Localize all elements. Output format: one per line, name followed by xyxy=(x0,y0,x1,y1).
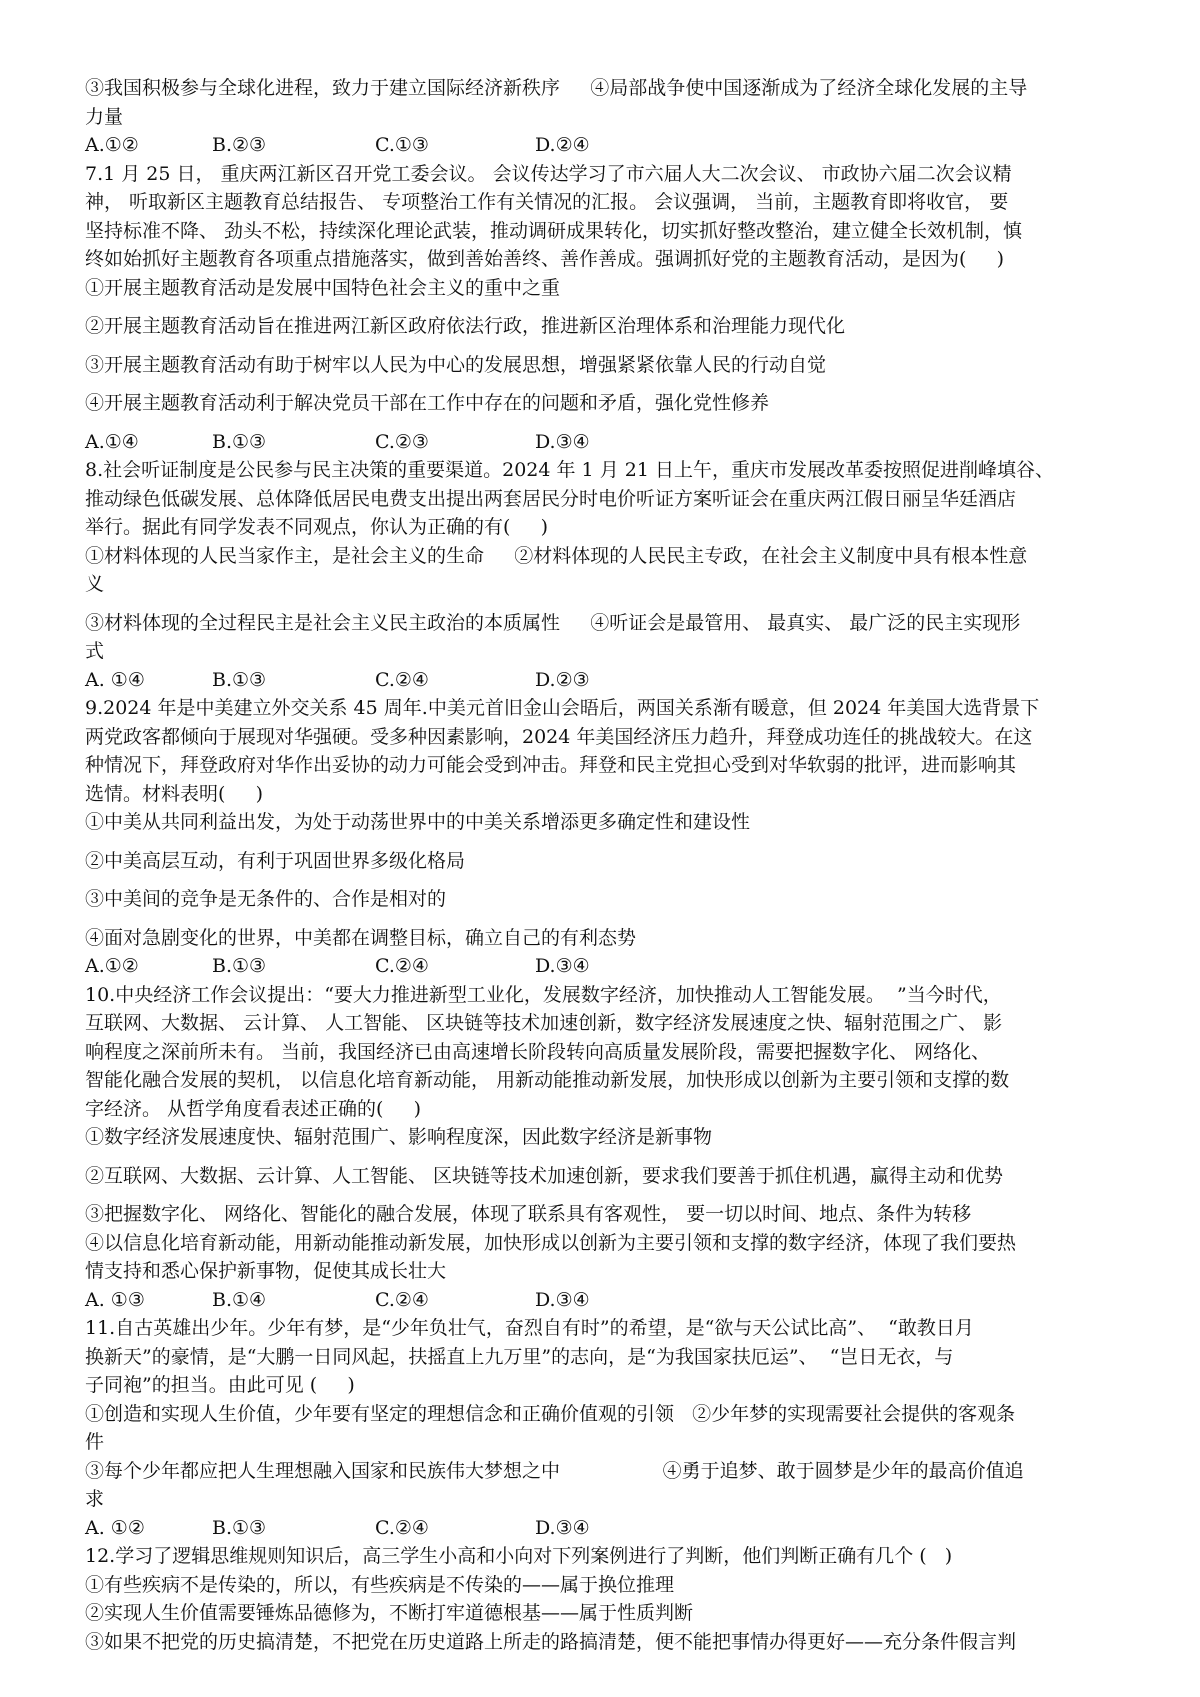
text-line: ①中美从共同利益出发，为处于动荡世界中的中美关系增添更多确定性和建设性 xyxy=(85,811,751,833)
line-gap xyxy=(85,914,1134,924)
answer-choice: D.②④ xyxy=(535,134,590,156)
text-line: 神， 听取新区主题教育总结报告、 专项整治工作有关情况的汇报。 会议强调， 当前，主题教育即将收官， 要 xyxy=(85,191,1009,213)
text-line: 智能化融合发展的契机， 以信息化培育新动能， 用新动能推动新发展，加快形成以创新为主要引领和支撑的数 xyxy=(85,1069,1010,1091)
answer-choice: B.①③ xyxy=(212,430,267,453)
answer-choice: C.①③ xyxy=(375,134,429,156)
text-line: 终如始抓好主题教育各项重点措施落实，做到善始善终、善作善成。强调抓好党的主题教育活动，是因为( ) xyxy=(85,248,1005,270)
answer-choice: A. ①② xyxy=(85,1516,145,1539)
line-gap xyxy=(85,837,1134,847)
answer-choices xyxy=(85,428,1134,457)
text-line: 换新天”的豪情，是“大鹏一日同风起，扶摇直上九万里”的志向，是“为我国家扶厄运”、 “岂日无衣，与 xyxy=(85,1345,954,1368)
text-line: 求 xyxy=(85,1488,105,1510)
text-line: ③我国积极参与全球化进程，致力于建立国际经济新秩序 ④局部战争使中国逐渐成为了经济全球化发展的主导 xyxy=(85,77,1028,99)
answer-choice: D.②③ xyxy=(535,668,590,691)
line-gap xyxy=(85,341,1134,351)
text-line: 式 xyxy=(85,640,105,662)
text-line: ③如果不把党的历史搞清楚，不把党在历史道路上所走的路搞清楚，便不能把事情办得更好——充分条件假言判 xyxy=(85,1630,1017,1653)
answer-choices xyxy=(85,1286,1134,1315)
text-line: 9.2024 年是中美建立外交关系 45 周年.中美元首旧金山会晤后，两国关系渐有暖意，但 2024 年美国大选背景下 xyxy=(85,697,1040,719)
text-line: ④开展主题教育活动利于解决党员干部在工作中存在的问题和矛盾，强化党性修养 xyxy=(85,392,770,414)
answer-choice: C.②③ xyxy=(375,430,429,453)
text-line: 情支持和悉心保护新事物，促使其成长壮大 xyxy=(85,1260,447,1282)
answer-choice: A. ①④ xyxy=(85,668,145,691)
text-line: ③把握数字化、 网络化、智能化的融合发展，体现了联系具有客观性， 要一切以时间、地点、条件为转移 xyxy=(85,1203,972,1225)
text-line: ③中美间的竞争是无条件的、合作是相对的 xyxy=(85,888,447,910)
answer-choice: C.②④ xyxy=(375,955,429,977)
text-line: ③开展主题教育活动有助于树牢以人民为中心的发展思想，增强紧紧依靠人民的行动自觉 xyxy=(85,353,827,376)
text-line: 12.学习了逻辑思维规则知识后，高三学生小高和小向对下列案例进行了判断，他们判断正确有几个 ( ) xyxy=(85,1545,953,1567)
answer-choices xyxy=(85,131,1134,160)
line-gap xyxy=(85,379,1134,389)
answer-choice: C.②④ xyxy=(375,1288,429,1311)
text-line: ①开展主题教育活动是发展中国特色社会主义的重中之重 xyxy=(85,276,561,299)
text-line: ③材料体现的全过程民主是社会主义民主政治的本质属性 ④听证会是最管用、 最真实、 最广泛的民主实现形 xyxy=(85,611,1021,634)
document-body xyxy=(85,74,1134,1656)
line-gap xyxy=(85,875,1134,885)
line-gap xyxy=(85,599,1134,609)
text-line: ②互联网、大数据、云计算、人工智能、 区块链等技术加速创新，要求我们要善于抓住机遇，赢得主动和优势 xyxy=(85,1164,1004,1187)
text-line: 子同袍”的担当。由此可见 ( ) xyxy=(85,1374,355,1396)
answer-choice: A.①④ xyxy=(85,430,139,453)
text-line: 响程度之深前所未有。 当前，我国经济已由高速增长阶段转向高质量发展阶段，需要把握数字化、 网络化、 xyxy=(85,1040,991,1063)
text-line: 互联网、大数据、 云计算、 人工智能、 区块链等技术加速创新，数字经济发展速度之快、辐射范围之广、 影 xyxy=(85,1012,1003,1034)
answer-choices xyxy=(85,1514,1134,1543)
answer-choice: C.②④ xyxy=(375,1516,429,1539)
answer-choice: B.①④ xyxy=(212,1288,267,1311)
text-line: ③每个少年都应把人生理想融入国家和民族伟大梦想之中 ④勇于追梦、敢于圆梦是少年的最高价值追 xyxy=(85,1459,1024,1482)
text-line: ④以信息化培育新动能，用新动能推动新发展，加快形成以创新为主要引领和支撑的数字经济，体现了我们要热 xyxy=(85,1231,1017,1254)
line-gap xyxy=(85,1190,1134,1200)
answer-choice: D.③④ xyxy=(535,1516,590,1539)
text-line: 选情。材料表明( ) xyxy=(85,782,264,805)
answer-choice: C.②④ xyxy=(375,668,429,691)
answer-choice: A.①② xyxy=(85,955,139,977)
answer-choice: B.①③ xyxy=(212,668,267,691)
text-line: 坚持标准不降、 劲头不松，持续深化理论武装，推动调研成果转化，切实抓好整改整治，建立健全长效机制，慎 xyxy=(85,219,1023,242)
line-gap xyxy=(85,302,1134,312)
text-line: 义 xyxy=(85,573,105,595)
line-gap xyxy=(85,1152,1134,1162)
answer-choice: D.③④ xyxy=(535,955,590,977)
answer-choices xyxy=(85,666,1134,695)
text-line: 11.自古英雄出少年。少年有梦，是“少年负壮气，奋烈自有时”的希望，是“欲与天公试比高”、 “敢教日月 xyxy=(85,1317,974,1339)
answer-choice: B.②③ xyxy=(212,134,267,156)
text-line: ②中美高层互动，有利于巩固世界多级化格局 xyxy=(85,849,466,872)
answer-choice: B.①③ xyxy=(212,1516,267,1539)
text-line: 7.1 月 25 日， 重庆两江新区召开党工委会议。 会议传达学习了市六届人大二次会议、 市政协六届二次会议精 xyxy=(85,162,1012,185)
text-line: ①材料体现的人民当家作主，是社会主义的生命 ②材料体现的人民民主专政，在社会主义制度中具有根本性意 xyxy=(85,544,1028,567)
answer-choice: A. ①③ xyxy=(85,1288,145,1311)
text-line: 10.中央经济工作会议提出：“要大力推进新型工业化，发展数字经济，加快推动人工智能发展。 ”当今时代， xyxy=(85,983,1002,1006)
text-line: 力量 xyxy=(85,105,124,128)
text-line: 种情况下，拜登政府对华作出妥协的动力可能会受到冲击。拜登和民主党担心受到对华软弱的批评，进而影响其 xyxy=(85,754,1017,776)
text-line: 两党政客都倾向于展现对华强硬。受多种因素影响，2024 年美国经济压力趋升，拜登成功连任的挑战较大。在这 xyxy=(85,725,1033,748)
text-line: ①创造和实现人生价值，少年要有坚定的理想信念和正确价值观的引领 ②少年梦的实现需要社会提供的客观条 xyxy=(85,1402,1016,1425)
text-line: ②开展主题教育活动旨在推进两江新区政府依法行政，推进新区治理体系和治理能力现代化 xyxy=(85,315,846,337)
answer-choice: A.①② xyxy=(85,134,139,156)
answer-choice: D.③④ xyxy=(535,430,590,453)
text-line: ④面对急剧变化的世界，中美都在调整目标，确立自己的有利态势 xyxy=(85,926,637,949)
text-line: 推动绿色低碳发展、总体降低居民电费支出提出两套居民分时电价听证方案听证会在重庆两江假日丽呈华廷酒店 xyxy=(85,487,1017,510)
answer-choices xyxy=(85,952,1134,981)
answer-choice: D.③④ xyxy=(535,1288,590,1311)
text-line: ①有些疾病不是传染的，所以，有些疾病是不传染的——属于换位推理 xyxy=(85,1573,675,1596)
line-gap xyxy=(85,418,1134,428)
text-line: 8.社会听证制度是公民参与民主决策的重要渠道。2024 年 1 月 21 日上午，重庆市发展改革委按照促进削峰填谷、 xyxy=(85,459,1054,481)
answer-choice: B.①③ xyxy=(212,955,267,977)
text-line: ②实现人生价值需要锤炼品德修为，不断打牢道德根基——属于性质判断 xyxy=(85,1602,694,1624)
text-line: ①数字经济发展速度快、辐射范围广、影响程度深，因此数字经济是新事物 xyxy=(85,1126,713,1148)
text-line: 件 xyxy=(85,1431,105,1453)
text-line: 举行。据此有同学发表不同观点，你认为正确的有( ) xyxy=(85,516,549,538)
text-line: 字经济。 从哲学角度看表述正确的( ) xyxy=(85,1097,422,1120)
